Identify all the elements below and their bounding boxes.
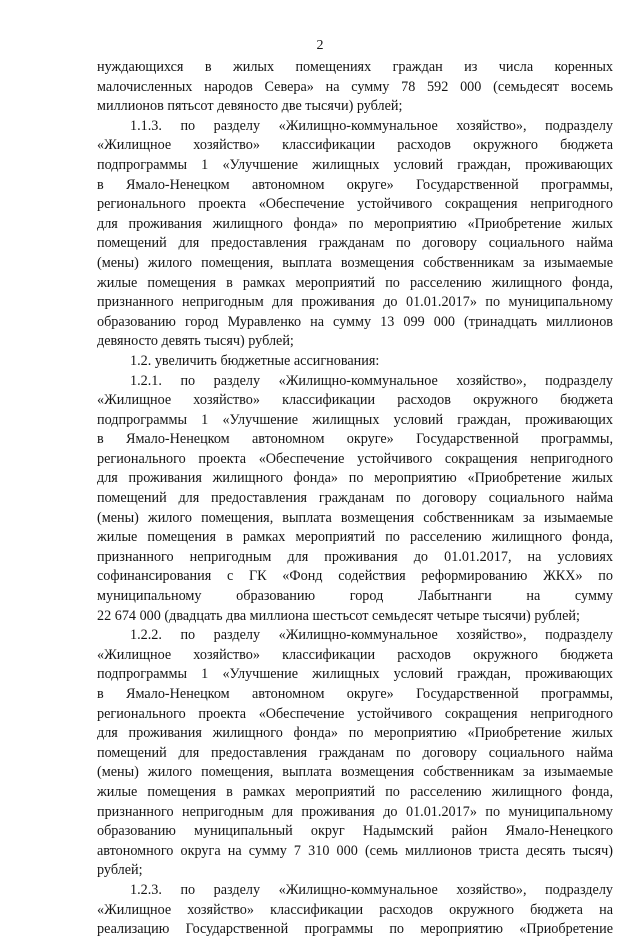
text-line: регионального проекта «Обеспечение устойчивого сокращения непригодного [97,705,613,722]
text-line: автономного округа на сумму 7 310 000 (семь миллионов триста десять тысяч) [97,842,613,859]
text-line: признанного непригодным для проживания до 01.01.2017, на условиях [97,548,613,565]
text-line: (мены) жилого помещения, выплата возмещения собственникам за изымаемые [97,764,613,781]
text-line: признанного непригодным для проживания до 01.01.2017» по муниципальному [97,294,613,311]
text-line: 1.2.3. по разделу «Жилищно-коммунальное хозяйство», подразделу [130,881,613,898]
text-line: 1.2. увеличить бюджетные ассигнования: [130,352,380,369]
text-line: 22 674 000 (двадцать два миллиона шестьсот семьдесят четыре тысячи) рублей; [97,607,580,624]
text-line: «Жилищное хозяйство» классификации расходов окружного бюджета [97,137,613,154]
text-line: рублей; [97,862,143,879]
text-line: малочисленных народов Севера» на сумму 78 592 000 (семьдесят восемь [97,78,613,95]
text-line: помещений для предоставления гражданам по договору социального найма [97,235,613,252]
text-line: подпрограммы 1 «Улучшение жилищных условий граждан, проживающих [97,156,613,173]
text-line: софинансирования с ГК «Фонд содействия реформированию ЖКХ» по [97,568,613,585]
text-line: регионального проекта «Обеспечение устойчивого сокращения непригодного [97,450,613,467]
text-line: образованию муниципальный округ Надымский район Ямало-Ненецкого [97,823,613,840]
text-line: в Ямало-Ненецком автономном округе» Государственной программы, [97,176,613,193]
text-line: реализацию Государственной программы по мероприятию «Приобретение [97,921,613,938]
text-line: для проживания жилищного фонда» по мероприятию «Приобретение жилых [97,725,613,742]
text-line: миллионов пятьсот девяносто две тысячи) рублей; [97,98,403,115]
text-line: в Ямало-Ненецком автономном округе» Государственной программы, [97,686,613,702]
text-line: жилые помещения в рамках мероприятий по расселению жилищного фонда, [97,783,613,800]
text-line: подпрограммы 1 «Улучшение жилищных условий граждан, проживающих [97,666,613,683]
text-line: помещений для предоставления гражданам по договору социального найма [97,744,613,761]
text-line: муниципальному образованию город Лабытнанги на сумму [97,588,613,605]
text-line: (мены) жилого помещения, выплата возмещения собственникам за изымаемые [97,254,613,271]
page-number: 2 [316,38,324,53]
text-line: в Ямало-Ненецком автономном округе» Государственной программы, [97,431,613,448]
text-line: для проживания жилищного фонда» по мероприятию «Приобретение жилых [97,215,613,232]
text-line: образованию город Муравленко на сумму 13 099 000 (тринадцать миллионов [97,313,613,330]
text-line: признанного непригодным для проживания до 01.01.2017» по муниципальному [97,803,613,820]
text-line: подпрограммы 1 «Улучшение жилищных условий граждан, проживающих [97,411,613,428]
text-line: 1.1.3. по разделу «Жилищно-коммунальное хозяйство», подразделу [130,117,613,134]
text-line: регионального проекта «Обеспечение устойчивого сокращения непригодного [97,196,613,213]
text-line: «Жилищное хозяйство» классификации расходов окружного бюджета [97,646,613,663]
text-line: «Жилищное хозяйство» классификации расходов окружного бюджета на [97,901,613,918]
text-line: 1.2.1. по разделу «Жилищно-коммунальное хозяйство», подразделу [130,372,613,389]
text-line: для проживания жилищного фонда» по мероприятию «Приобретение жилых [97,470,613,487]
document-body [97,58,613,940]
text-line: помещений для предоставления гражданам по договору социального найма [97,490,613,507]
text-line: (мены) жилого помещения, выплата возмещения собственникам за изымаемые [97,509,613,526]
text-line: девяносто девять тысяч) рублей; [97,333,294,350]
text-line: «Жилищное хозяйство» классификации расходов окружного бюджета [97,392,613,409]
text-line: жилые помещения в рамках мероприятий по расселению жилищного фонда, [97,529,613,546]
text-line: жилые помещения в рамках мероприятий по расселению жилищного фонда, [97,274,613,291]
text-line: 1.2.2. по разделу «Жилищно-коммунальное хозяйство», подразделу [130,627,613,644]
text-line: нуждающихся в жилых помещениях граждан из числа коренных [97,59,613,75]
